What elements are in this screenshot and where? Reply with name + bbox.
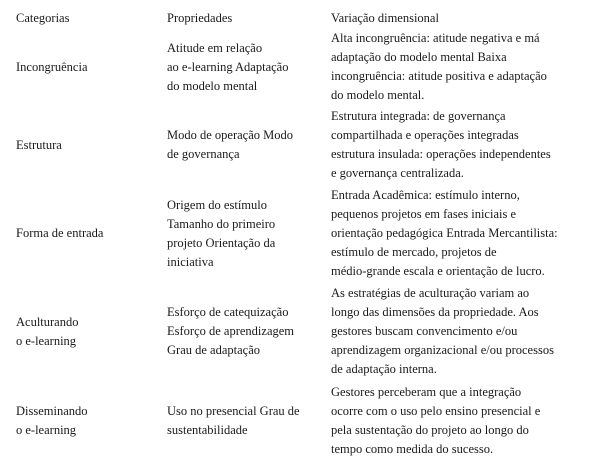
- variacao-cell-line: longo das dimensões da propriedade. Aos: [331, 305, 539, 319]
- table-row: [0, 28, 610, 106]
- categoria-cell-line: Incongruência: [16, 60, 88, 74]
- categoria-cell-line: Disseminando: [16, 404, 88, 418]
- variacao-cell-line: Alta incongruência: atitude negativa e má: [331, 31, 540, 45]
- propriedades-cell-line: sustentabilidade: [167, 423, 248, 437]
- propriedades-cell-line: Esforço de catequização: [167, 305, 289, 319]
- propriedades-cell-line: projeto Orientação da: [167, 236, 276, 250]
- variacao-cell-line: médio-grande escala e orientação de lucro.: [331, 264, 545, 278]
- variacao-cell-line: incongruência: atitude positiva e adaptação: [331, 69, 547, 83]
- categoria-cell-line: Forma de entrada: [16, 226, 104, 240]
- propriedades-cell: [167, 402, 325, 440]
- propriedades-cell-line: ao e-learning Adaptação: [167, 60, 289, 74]
- variacao-cell-line: gestores buscam convencimento e/ou: [331, 324, 518, 338]
- categoria-cell: [16, 224, 156, 243]
- variacao-cell-line: e governança centralizada.: [331, 166, 464, 180]
- categoria-cell: [16, 402, 156, 440]
- header-variacao: Variação dimensional: [331, 11, 439, 25]
- variacao-cell-line: do modelo mental.: [331, 88, 425, 102]
- variacao-cell-line: Estrutura integrada: de governança: [331, 109, 506, 123]
- variacao-cell: [331, 186, 605, 281]
- variacao-cell-line: estrutura insulada: operações independentes: [331, 147, 551, 161]
- header-categorias: Categorias: [16, 11, 70, 25]
- variacao-cell-line: compartilhada e operações integradas: [331, 128, 519, 142]
- propriedades-cell-line: do modelo mental: [167, 79, 258, 93]
- categoria-cell: [16, 136, 156, 155]
- categoria-cell-line: o e-learning: [16, 334, 77, 348]
- variacao-cell-line: de adaptação interna.: [331, 362, 437, 376]
- propriedades-cell-line: de governança: [167, 147, 240, 161]
- propriedades-cell: [167, 303, 325, 360]
- categoria-cell: [16, 58, 156, 77]
- variacao-cell-line: adaptação do modelo mental Baixa: [331, 50, 507, 64]
- table-row: [0, 283, 610, 380]
- categoria-cell: [16, 313, 156, 351]
- categoria-cell-line: Aculturando: [16, 315, 79, 329]
- variacao-cell-line: estímulo de mercado, projetos de: [331, 245, 497, 259]
- table-row: [0, 106, 610, 184]
- propriedades-cell: [167, 196, 325, 272]
- variacao-cell-line: orientação pedagógica Entrada Mercantilista:: [331, 226, 558, 240]
- table-header: [0, 9, 610, 28]
- variacao-cell-line: aprendizagem organizacional e/ou processos: [331, 343, 554, 357]
- propriedades-cell-line: Tamanho do primeiro: [167, 217, 276, 231]
- propriedades-cell-line: Grau de adaptação: [167, 343, 260, 357]
- propriedades-cell-line: Origem do estímulo: [167, 198, 267, 212]
- table-row: [0, 380, 610, 461]
- variacao-cell-line: Gestores perceberam que a integração: [331, 385, 522, 399]
- propriedades-cell-line: Modo de operação Modo: [167, 128, 294, 142]
- categoria-cell-line: o e-learning: [16, 423, 77, 437]
- variacao-cell-line: tempo como medida do sucesso.: [331, 442, 494, 456]
- variacao-cell-line: Entrada Acadêmica: estímulo interno,: [331, 188, 520, 202]
- categoria-cell-line: Estrutura: [16, 138, 62, 152]
- propriedades-cell: [167, 126, 325, 164]
- propriedades-cell-line: iniciativa: [167, 255, 214, 269]
- variacao-cell: [331, 107, 605, 183]
- variacao-cell-line: ocorre com o uso pelo ensino presencial e: [331, 404, 541, 418]
- variacao-cell: [331, 29, 605, 105]
- header-propriedades: Propriedades: [167, 11, 233, 25]
- variacao-cell-line: pequenos projetos em fases iniciais e: [331, 207, 517, 221]
- table-row: [0, 184, 610, 283]
- propriedades-cell-line: Atitude em relação: [167, 41, 263, 55]
- propriedades-cell-line: Uso no presencial Grau de: [167, 404, 300, 418]
- propriedades-cell: [167, 39, 325, 96]
- variacao-cell-line: pela sustentação do projeto ao longo do: [331, 423, 529, 437]
- variacao-cell: [331, 383, 605, 459]
- variacao-cell-line: As estratégias de aculturação variam ao: [331, 286, 530, 300]
- variacao-cell: [331, 284, 605, 379]
- propriedades-cell-line: Esforço de aprendizagem: [167, 324, 295, 338]
